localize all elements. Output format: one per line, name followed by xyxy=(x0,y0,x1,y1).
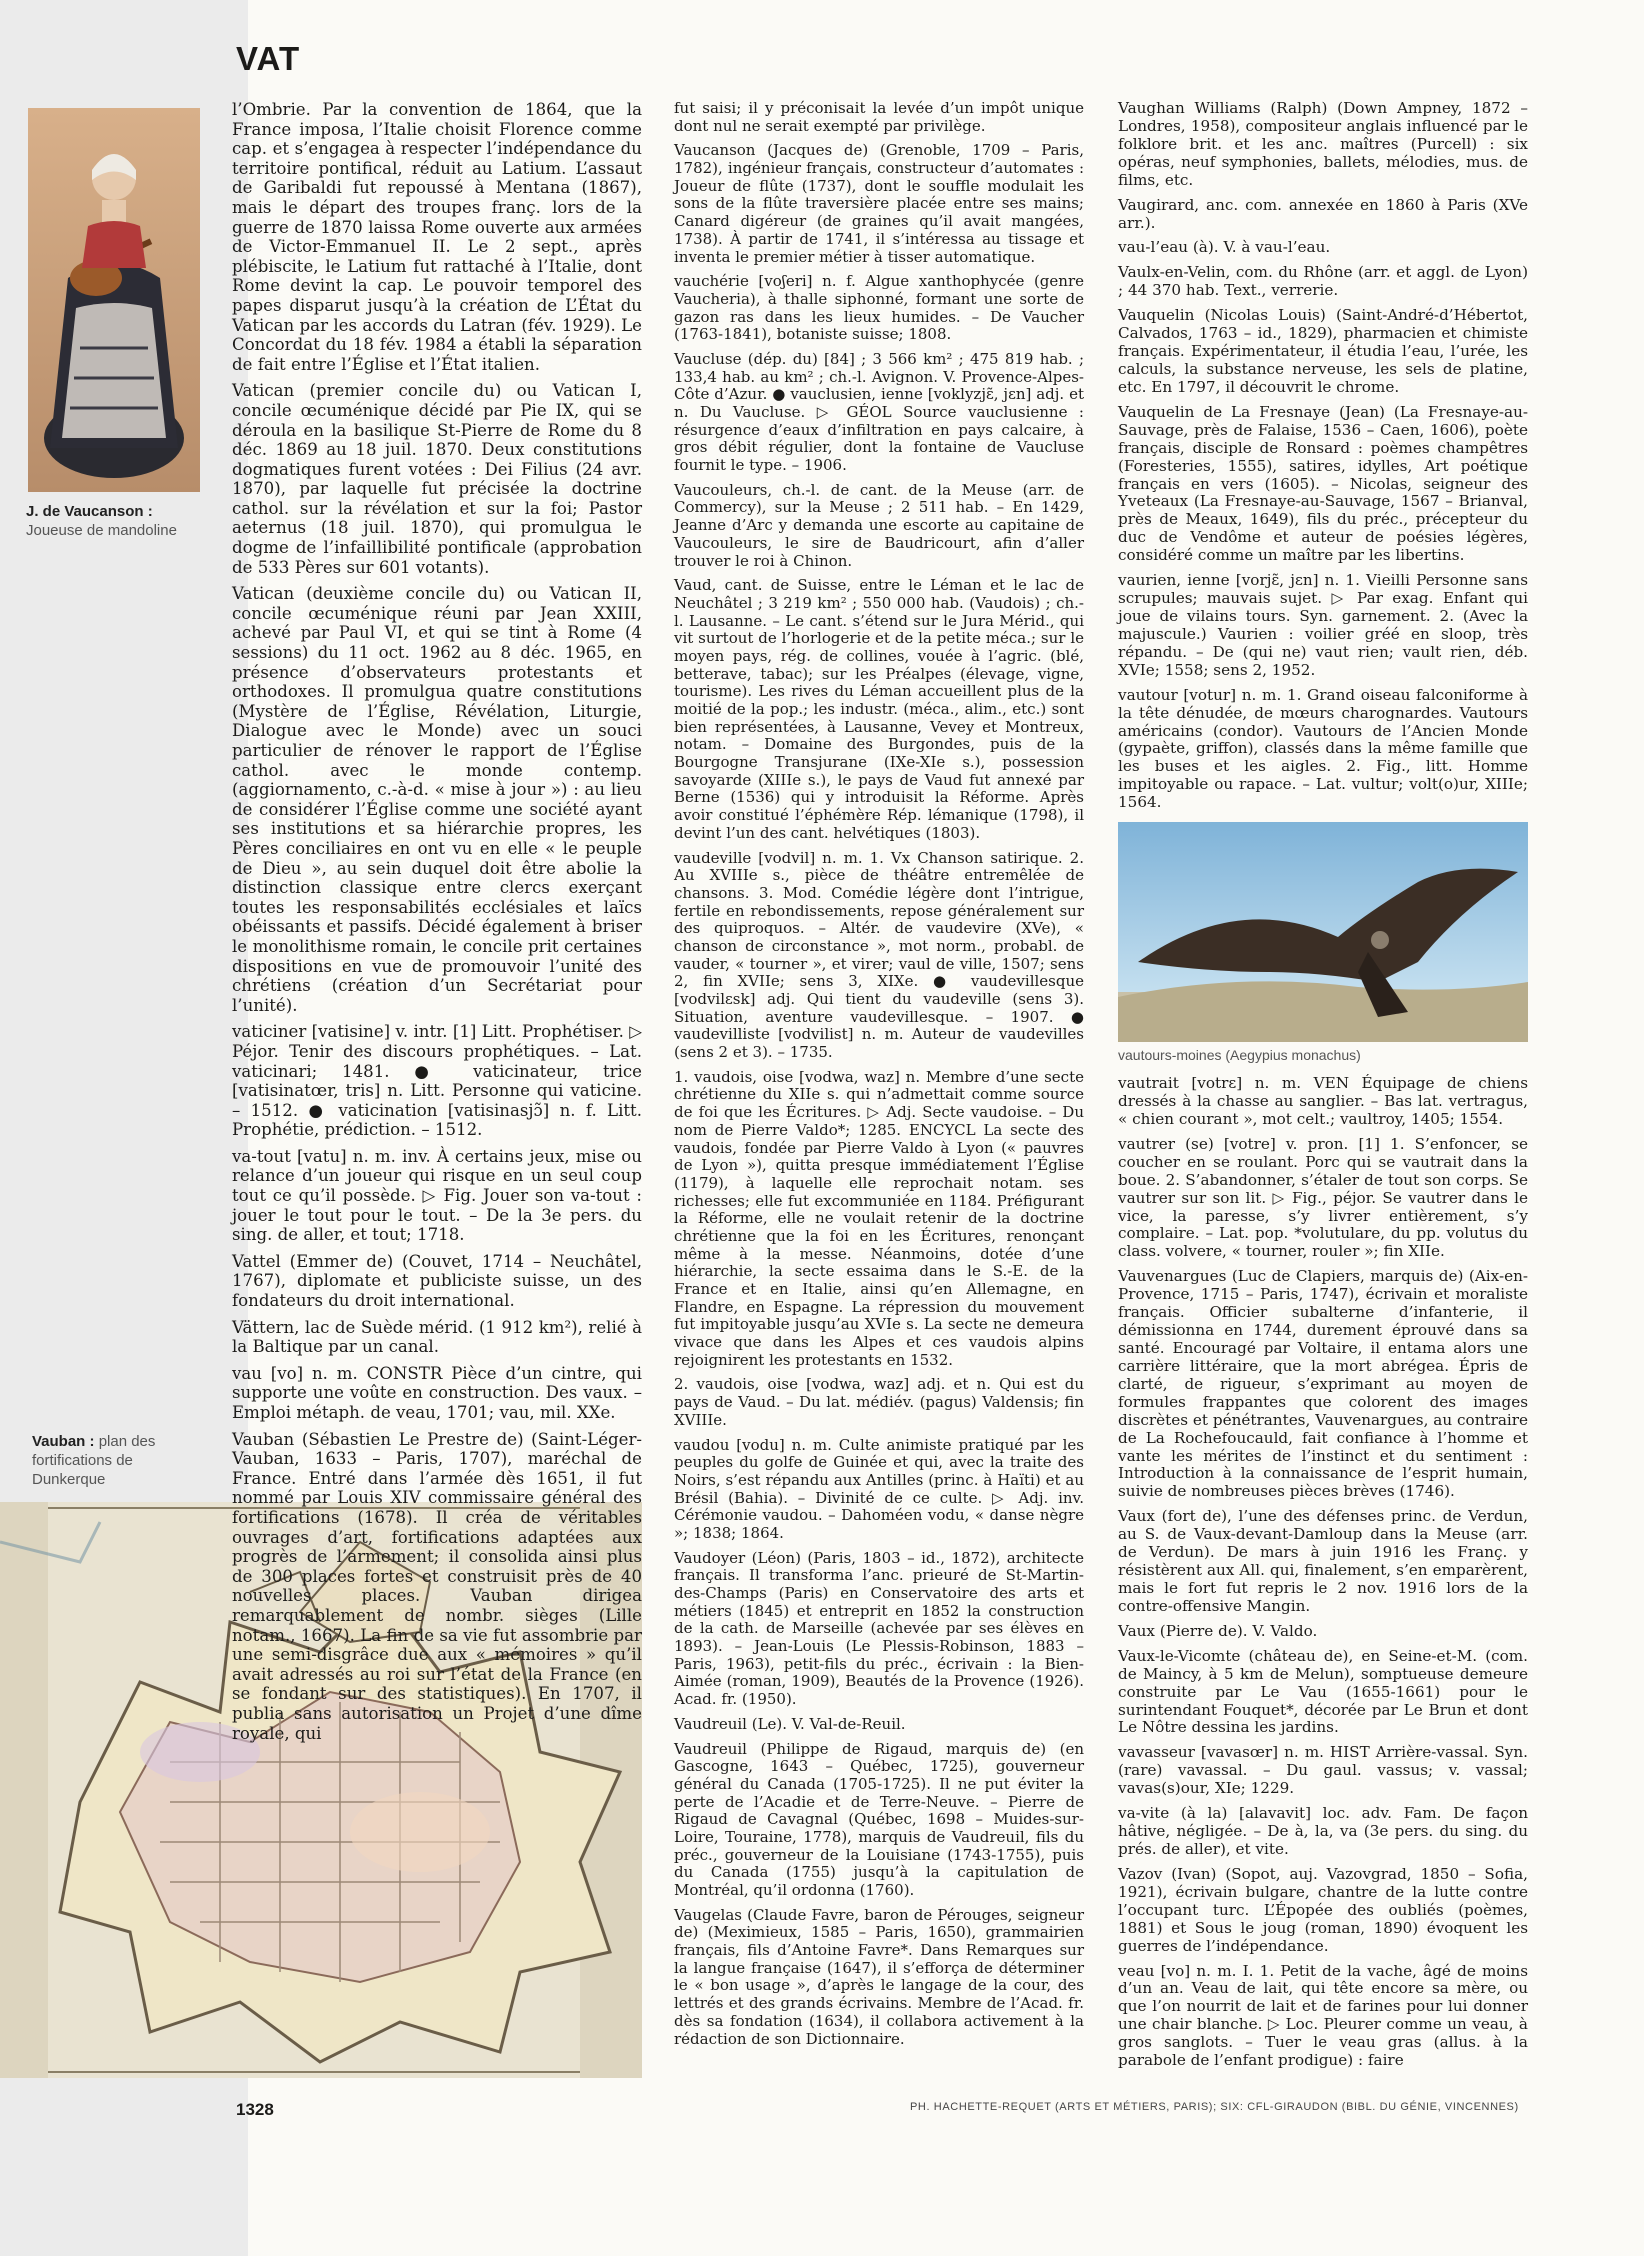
photo-credit: PH. HACHETTE-REQUET (ARTS ET MÉTIERS, PARIS); SIX: CFL-GIRAUDON (BIBL. DU GÉNIE, VINCENNES) xyxy=(910,2101,1519,2113)
dictionary-entry: Vatican (premier concile du) ou Vatican I, concile œcuménique décidé par Pie IX, qui se déroula en la basilique St-Pierre de Rome du 8 déc. 1869 au 18 juil. 1870. Deux constitutions dogmatiques furent votées : Dei Filius (24 avr. 1870), par laquelle fut précisée la doctrine cathol. sur la révélation et sur la foi; Pastor aeternus (18 juil. 1870), qui promulgua le dogme de l’infaillibilité pontificale (approbation de 533 Pères sur 601 votants). xyxy=(232,381,642,577)
caption-name: Vauban : xyxy=(32,1433,95,1450)
dictionary-entry: Vattel (Emmer de) (Couvet, 1714 – Neuchâtel, 1767), diplomate et publiciste suisse, un des fondateurs du droit international. xyxy=(232,1251,642,1311)
dictionary-entry: Vatican (deuxième concile du) ou Vatican II, concile œcuménique réuni par Jean XXIII, achevé par Paul VI, et qui se tint à Rome (4 sessions) du 11 oct. 1962 au 8 déc. 1965, en présence d’observateurs protestants et orthodoxes. Il promulgua quatre constitutions (Mystère de l’Église, Révélation, Liturgie, Dialogue avec le Monde) avec un souci particulier de rénover le rapport de l’Église cathol. avec le monde contemp. (aggiornamento, c.-à-d. « mise à jour ») : au lieu de considérer l’Église comme une société ayant ses institutions et sa hiérarchie propres, les Pères conciliaires en ont vu en elle « le peuple de Dieu », au sein duquel doit être abolie la distinction classique entre clercs exerçant toutes les responsabilités ecclésiales et laïcs obéissants et passifs. Décidé également à briser le monolithisme romain, le concile prit certaines dispositions en vue de promouvoir l’unité des chrétiens (création d’un Secrétariat pour l’unité). xyxy=(232,584,642,1015)
dictionary-entry: Vauban (Sébastien Le Prestre de) (Saint-Léger-Vauban, 1633 – Paris, 1707), maréchal de France. Entré dans l’armée dès 1651, il fut nommé par Louis XIV commissaire général des fortifications (1678). Il créa de véritables ouvrages d’art, fortifications adaptées aux progrès de l’armement; il consolida ainsi plus de 300 places fortes et construisit près de 40 nouvelles places. Vauban dirigea remarquablement de nombr. sièges (Lille notam., 1667). La fin de sa vie fut assombrie par une semi-disgrâce due aux « mémoires » qu’il avait adressés au roi sur l’état de la France (en se fondant sur des statistiques). En 1707, il publia sans autorisation un Projet d’une dîme royale, qui xyxy=(232,1429,642,1743)
text-column-3 xyxy=(1118,100,1528,2077)
page-number: 1328 xyxy=(236,2100,274,2119)
dictionary-entry: Vaudreuil (Philippe de Rigaud, marquis de) (en Gascogne, 1643 – Québec, 1725), gouverneur général du Canada (1705-1725). Il ne put éviter la perte de l’Acadie et de Terre-Neuve. – Pierre de Rigaud de Cavagnal (Québec, 1698 – Muides-sur-Loire, Touraine, 1778), marquis de Vaudreuil, fils du préc., gouverneur de la Louisiane (1743-1755), puis du Canada (1755) jusqu’à la capitulation de Montréal, qu’il ordonna (1760). xyxy=(674,1739,1084,1899)
dictionary-entry: vaticiner [vatisine] v. intr. [1] Litt. Prophétiser. ▷ Péjor. Tenir des discours prophétiques. – Lat. vaticinari; 1481. ● vaticinateur, trice [vatisinatœr, tris] n. Litt. Personne qui vaticine. – 1512. ● vaticination [vatisinasjɔ̃] n. f. Litt. Prophétie, prédiction. – 1512. xyxy=(232,1022,642,1140)
dictionary-entry: 2. vaudois, oise [vodwa, waz] adj. et n. Qui est du pays de Vaud. – Du lat. médiév. (pagus) Valdensis; fin XVIIIe. xyxy=(674,1375,1084,1429)
dictionary-entry: vaudeville [vodvil] n. m. 1. Vx Chanson satirique. 2. Au XVIIIe s., pièce de théâtre entremêlée de chansons. 3. Mod. Comédie légère dont l’intrigue, fertile en rebondissements, repose généralement sur des quiproquos. – Altér. de vaudevire (XVe), « chanson de circonstance », mot norm., probabl. de vauder, « tourner », et virer; vaul de ville, 1507; sens 2, fin XVIIe; sens 3, XIXe. ● vaudevillesque [vodvilɛsk] adj. Qui tient du vaudeville (sens 3). Situation, aventure vaudevillesque. – 1907. ● vaudevilliste [vodvilist] n. m. Auteur de vaudevilles (sens 2 et 3). – 1735. xyxy=(674,848,1084,1062)
dictionary-entry: Vaugelas (Claude Favre, baron de Pérouges, seigneur de) (Meximieux, 1585 – Paris, 1650), grammairien français, fils d’Antoine Favre*. Dans Remarques sur la langue française (1647), il s’efforça de déterminer le « bon usage », d’après le langage de la cour, des lettrés et des grands écrivains. Membre de l’Acad. fr. dès sa fondation (1634), il collabora activement à la rédaction de son Dictionnaire. xyxy=(674,1905,1084,2048)
caption-name: J. de Vaucanson : xyxy=(26,503,153,520)
text-column-2 xyxy=(674,100,1084,2055)
vaucanson-caption xyxy=(26,502,226,540)
dictionary-entry: vauchérie [voʃeri] n. f. Algue xanthophycée (genre Vaucheria), à thalle siphonné, formant une sorte de gazon ras dans les lieux humides. – De Vaucher (1763-1841), botaniste suisse; 1808. xyxy=(674,272,1084,344)
caption-name: vautours-moines xyxy=(1118,1047,1222,1064)
mandolin-player-illustration xyxy=(28,108,200,492)
caption-text: plan des fortifications de Dunkerque xyxy=(32,1433,156,1488)
vautours-caption xyxy=(1118,1046,1528,1065)
dictionary-entry: Vaucluse (dép. du) [84] ; 3 566 km² ; 475 819 hab. ; 133,4 hab. au km² ; ch.-l. Avignon. V. Provence-Alpes-Côte d’Azur. ● vauclusien, ienne [voklyzjɛ̃, jɛn] adj. et n. Du Vaucluse. ▷ GÉOL Source vauclusienne : résurgence d’eaux d’infiltration en pays calcaire, à gros débit régulier, dont la fontaine de Vaucluse fournit le type. – 1906. xyxy=(674,349,1084,475)
dictionary-entry: va-vite (à la) [alavavit] loc. adv. Fam. De façon hâtive, négligée. – De à, la, va (3e pers. du sing. du prés. de aller), et vite. xyxy=(1118,1804,1528,1858)
dictionary-entry: Vazov (Ivan) (Sopot, auj. Vazovgrad, 1850 – Sofia, 1921), écrivain bulgare, chantre de la lutte contre l’occupant turc. L’Épopée des oubliés (poèmes, 1881) et Sous le joug (roman, 1890) évoquent les guerres de l’indépendance. xyxy=(1118,1864,1528,1955)
dictionary-entry: Vaudreuil (Le). V. Val-de-Reuil. xyxy=(674,1714,906,1733)
dictionary-entry: vau [vo] n. m. CONSTR Pièce d’un cintre, qui supporte une voûte en construction. Des vaux. – Emploi métaph. de veau, 1701; vau, mil. XXe. xyxy=(232,1363,642,1422)
running-head: VAT xyxy=(236,40,301,77)
dictionary-entry: Vaux (fort de), l’une des défenses princ. de Verdun, au S. de Vaux-devant-Damloup dans la Meuse (arr. de Verdun). De mars à juin 1916 les Franç. y résistèrent aux All. qui, finalement, s’en emparèrent, mais le fort fut repris le 2 nov. 1916 lors de la contre-offensive Mangin. xyxy=(1118,1507,1528,1615)
dictionary-entry: l’Ombrie. Par la convention de 1864, que la France imposa, l’Italie choisit Florence comme cap. et s’engagea à respecter l’indépendance du territoire pontifical, réduit au Latium. L’assaut de Garibaldi fut repoussé à Mentana (1867), mais le départ des troupes franç. lors de la guerre de 1870 laissa Rome ouverte aux armées de Victor-Emmanuel II. Le 2 sept., après plébiscite, le Latium fut rattaché à l’Italie, dont Rome devint la cap. Le pouvoir temporel des papes disparut jusqu’à la création de L’État du Vatican par les accords du Latran (fév. 1929). Le Concordat du 18 fév. 1984 a établi la séparation de fait entre l’Église et l’État italien. xyxy=(232,100,642,374)
dictionary-entry: vaudou [vodu] n. m. Culte animiste pratiqué par les peuples du golfe de Guinée et qui, avec la traite des Noirs, s’est répandu aux Antilles (princ. à Haïti) et au Brésil (Bahia). – Divinité de ce culte. ▷ Adj. inv. Cérémonie vaudou. – Dahoméen vodu, « danse nègre »; 1838; 1864. xyxy=(674,1435,1084,1542)
dictionary-entry: vautrait [votrɛ] n. m. VEN Équipage de chiens dressés à la chasse au sanglier. – Bas lat. vertragus, « chien courant », mot celt.; vaultroy, 1405; 1554. xyxy=(1118,1074,1528,1128)
dictionary-entry: vautour [votur] n. m. 1. Grand oiseau falconiforme à la tête dénudée, de mœurs charognardes. Vautours américains (condor). Vautours de l’Ancien Monde (gypaète, griffon), classés dans la même famille que les buses et les aigles. 2. Fig., litt. Homme impitoyable ou rapace. – Lat. vultur; volt(o)ur, XIIIe; 1564. xyxy=(1118,685,1528,812)
vaucanson-figure xyxy=(28,108,200,492)
vulture-photo-illustration xyxy=(1118,822,1528,1042)
dictionary-entry: Vaucanson (Jacques de) (Grenoble, 1709 – Paris, 1782), ingénieur français, constructeur d’automates : Joueur de flûte (1737), dont le souffle modulait les sons de la flûte traversière placée entre ses mains; Canard digéreur (de graines qu’il avait mangées, 1738). À partir de 1741, il s’intéressa au tissage et inventa le premier métier à tisser automatique. xyxy=(674,141,1084,266)
dictionary-entry: Vättern, lac de Suède mérid. (1 912 km²), relié à la Baltique par un canal. xyxy=(232,1317,642,1357)
dictionary-entry: Vaud, cant. de Suisse, entre le Léman et le lac de Neuchâtel ; 3 219 km² ; 550 000 hab. (Vaudois) ; ch.-l. Lausanne. – Le cant. s’étend sur le Jura Mérid., qui vit surtout de l’horlogerie et de la petite méca.; sur le moyen pays, rég. de collines, vouée à l’agric. (blé, betterave, tabac); sur les Préalpes (élevage, vigne, tourisme). Les rives du Léman accueillent plus de la moitié de la pop.; les industr. (méca., alim., etc.) sont bien représentées, à Lausanne, Vevey et Montreux, notam. – Domaine des Burgondes, puis de la Bourgogne Transjurane (IXe-XIe s.), possession savoyarde (XIIIe s.), le pays de Vaud fut annexé par Berne (1536) qui y introduisit la Réforme. Après avoir constitué l’éphémère Rép. lémanique (1798), il devint l’un des cant. helvétiques (1803). xyxy=(674,576,1084,842)
dictionary-entry: veau [vo] n. m. I. 1. Petit de la vache, âgé de moins d’un an. Veau de lait, qui tête encore sa mère, ou que l’on nourrit de lait et de farines pour lui donner une chair blanche. ▷ Loc. Pleurer comme un veau, à gros sanglots. – Tuer le veau gras (allus. à la parabole de l’enfant prodigue) : faire xyxy=(1118,1961,1528,2070)
dictionary-entry: 1. vaudois, oise [vodwa, waz] n. Membre d’une secte chrétienne du XIIe s. qui n’admettait comme source de foi que les Écritures. ▷ Adj. Secte vaudoise. – Du nom de Pierre Valdo*; 1285. ENCYCL La secte des vaudois, fondée par Pierre Valdo à Lyon (« pauvres de Lyon »), quitta presque immédiatement l’Église (1179), à laquelle elle reprochait notam. ses richesses; elle fut excommuniée en 1184. Préfigurant la Réforme, elle ne voulait retenir de la doctrine chrétienne que la foi en les Écritures, renonçant même à la messe. Néanmoins, dotée d’une hiérarchie, la secte essaima dans le S.-E. de la France et en Italie, ainsi qu’en Allemagne, en Flandre, en Espagne. La répression du mouvement fut impitoyable jusqu’au XVIe s. La secte ne demeura vivace que dans les Alpes et ces vaudois alpins rejoignirent les protestants en 1532. xyxy=(674,1067,1084,1369)
dictionary-entry: Vaughan Williams (Ralph) (Down Ampney, 1872 – Londres, 1958), compositeur anglais influencé par le folklore brit. et les anc. maîtres (Purcell) : six opéras, neuf symphonies, ballets, mélodies, mus. de films, etc. xyxy=(1118,99,1528,189)
dictionary-entry: Vaudoyer (Léon) (Paris, 1803 – id., 1872), architecte français. Il transforma l’anc. prieuré de St-Martin-des-Champs (Paris) en Conservatoire des arts et métiers (1845) et entreprit en 1852 la construction de la cath. de Marseille (achevée par ses élèves en 1893). – Jean-Louis (Le Plessis-Robinson, 1883 – Paris, 1963), petit-fils du préc., écrivain : la Bien-Aimée (roman, 1909), Beautés de la Provence (1926). Acad. fr. (1950). xyxy=(674,1548,1084,1709)
dictionary-entry: vautrer (se) [votre] v. pron. [1] 1. S’enfoncer, se coucher en se roulant. Porc qui se vautrait dans la boue. 2. S’abandonner, s’étaler de tout son corps. Se vautrer sur son lit. ▷ Fig., péjor. Se vautrer dans le vice, la paresse, s’y livrer entièrement, s’y complaire. – Lat. pop. *volutulare, du pp. volutus du class. volvere, « tourner, rouler »; fin XIIe. xyxy=(1118,1134,1528,1261)
dictionary-entry: Vauquelin de La Fresnaye (Jean) (La Fresnaye-au-Sauvage, près de Falaise, 1536 – Caen, 1606), poète français, disciple de Ronsard : poèmes champêtres (Foresteries, 1555), satires, idylles, Art poétique français en vers (1605). – Nicolas, seigneur des Yveteaux (La Fresnaye-au-Sauvage, 1567 – Brianval, près de Meaux, 1649), fils du préc., précepteur du duc de Vendôme et auteur de poésies légères, considéré comme un maître par les libertins. xyxy=(1118,402,1528,565)
dictionary-entry: fut saisi; il y préconisait la levée d’un impôt unique dont nul ne serait exempté par privilège. xyxy=(674,99,1084,135)
dictionary-entry: Vaugirard, anc. com. annexée en 1860 à Paris (XVe arr.). xyxy=(1118,195,1528,232)
dictionary-entry: vaurien, ienne [vorjɛ̃, jɛn] n. 1. Vieilli Personne sans scrupules; mauvais sujet. ▷ Par exag. Enfant qui joue de vilains tours. Syn. garnement. 2. (Avec la majuscule.) Vaurien : voilier gréé en sloop, très répandu. – De (qui ne) vaut rien; vault rien, déb. XVIe; 1558; sens 2, 1952. xyxy=(1118,571,1528,679)
text-column-1 xyxy=(232,100,642,1750)
dictionary-entry: Vauvenargues (Luc de Clapiers, marquis de) (Aix-en-Provence, 1715 – Paris, 1747), écrivain et moraliste français. Officier subalterne d’infanterie, il démissionna en 1744, durement éprouvé dans sa santé. Encouragé par Voltaire, il entama alors une carrière littéraire, que la mort abrégea. Épris de clarté, de rigueur, s’exprimant au moyen de formules frappantes que colorent des images discrètes et pénétrantes, Vauvenargues, au contraire de La Rochefoucauld, fait confiance à l’homme et vante les mérites de l’instinct et du sentiment : Introduction à la connaissance de l’esprit humain, suivie de nombreuses pièces brèves (1746). xyxy=(1118,1267,1528,1501)
dictionary-entry: va-tout [vatu] n. m. inv. À certains jeux, mise ou relance d’un joueur qui risque en un seul coup tout ce qu’il possède. ▷ Fig. Jouer son va-tout : jouer le tout pour le tout. – De la 3e pers. du sing. de aller, et tout; 1718. xyxy=(232,1146,642,1245)
caption-text: (Aegypius monachus) xyxy=(1225,1047,1361,1064)
caption-text: Joueuse de mandoline xyxy=(26,522,177,539)
dictionary-entry: Vauquelin (Nicolas Louis) (Saint-André-d’Hébertot, Calvados, 1763 – id., 1829), pharmacien et chimiste français. Expérimentateur, il étudia l’eau, l’urée, les calculs, la substance nerveuse, les sels de platine, etc. En 1797, il découvrit le chrome. xyxy=(1118,306,1528,396)
dictionary-entry: vau-l’eau (à). V. à vau-l’eau. xyxy=(1118,238,1331,257)
dictionary-entry: Vaucouleurs, ch.-l. de cant. de la Meuse (arr. de Commercy), sur la Meuse ; 2 511 hab. – En 1429, Jeanne d’Arc y demanda une escorte au capitaine de Vaucouleurs, le sire de Baudricourt, afin d’aller trouver le roi à Chinon. xyxy=(674,480,1084,570)
dictionary-entry: Vaux-le-Vicomte (château de), en Seine-et-M. (com. de Maincy, à 5 km de Melun), somptueuse demeure construite par Le Vau (1655-1661) pour le surintendant Fouquet*, décorée par Le Brun et dont Le Nôtre dessina les jardins. xyxy=(1118,1646,1528,1737)
dictionary-entry: vavasseur [vavasœr] n. m. HIST Arrière-vassal. Syn. (rare) vavassal. – Du gaul. vassus; v. vassal; vavas(s)our, XIe; 1229. xyxy=(1118,1743,1528,1798)
dictionary-entry: Vaux (Pierre de). V. Valdo. xyxy=(1118,1621,1318,1640)
vauban-caption xyxy=(32,1432,172,1489)
vautours-figure xyxy=(1118,822,1528,1042)
dictionary-entry: Vaulx-en-Velin, com. du Rhône (arr. et aggl. de Lyon) ; 44 370 hab. Text., verrerie. xyxy=(1118,263,1528,300)
